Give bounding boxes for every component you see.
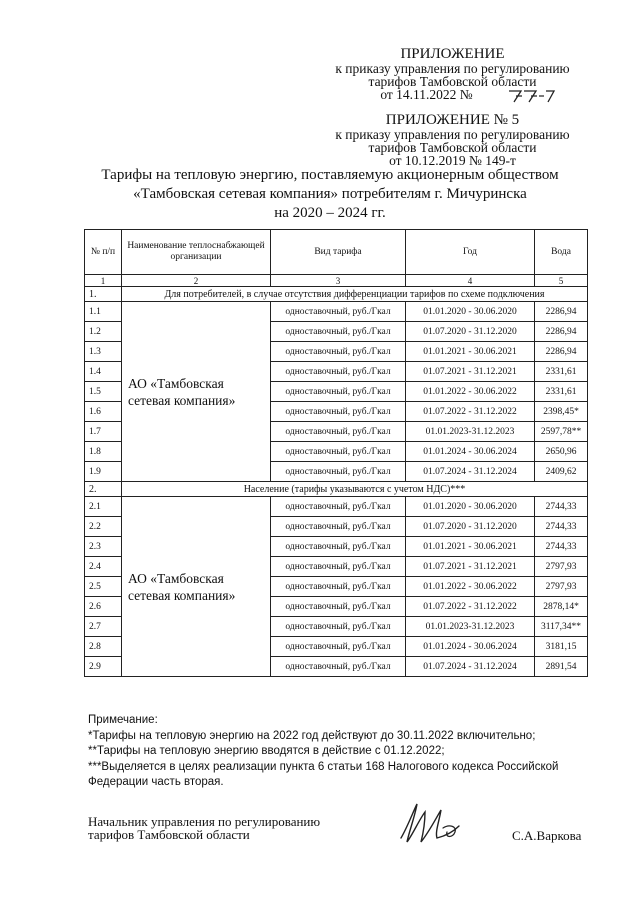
- water-tariff-value: 3117,34**: [535, 617, 588, 637]
- row-number: 1.7: [85, 422, 122, 442]
- note-item: Федерации часть вторая.: [88, 776, 224, 788]
- period-cell: 01.07.2020 - 31.12.2020: [406, 322, 535, 342]
- appendix-line: тарифов Тамбовской области: [368, 74, 537, 89]
- signatory-name: С.А.Варкова: [512, 828, 582, 843]
- document-title-line: «Тамбовская сетевая компания» потребителям г. Мичуринска: [133, 186, 527, 202]
- water-tariff-value: 2797,93: [535, 557, 588, 577]
- section-number: 2.: [85, 482, 122, 497]
- water-tariff-value: 2286,94: [535, 322, 588, 342]
- header-cell-organization: Наименование теплоснабжающей организации: [122, 230, 271, 275]
- period-cell: 01.01.2023-31.12.2023: [406, 617, 535, 637]
- row-number: 2.5: [85, 577, 122, 597]
- row-number: 2.6: [85, 597, 122, 617]
- signatory-position-line: Начальник управления по регулированию: [88, 814, 321, 829]
- period-cell: 01.01.2024 - 30.06.2024: [406, 637, 535, 657]
- water-tariff-value: 2744,33: [535, 497, 588, 517]
- row-number: 2.9: [85, 657, 122, 677]
- appendix-order-date: [300, 88, 605, 101]
- appendix-line: к приказу управления по регулированию: [335, 127, 570, 142]
- tariff-type-cell: одноставочный, руб./Гкал: [271, 362, 406, 382]
- column-number: 5: [535, 275, 588, 287]
- header-cell-number: № п/п: [85, 230, 122, 275]
- row-number: 1.4: [85, 362, 122, 382]
- period-cell: 01.07.2022 - 31.12.2022: [406, 597, 535, 617]
- appendix-header-current: [300, 47, 605, 101]
- period-cell: 01.07.2024 - 31.12.2024: [406, 462, 535, 482]
- section-row: [85, 482, 588, 497]
- column-number: 4: [406, 275, 535, 287]
- document-title-line: на 2020 – 2024 гг.: [274, 205, 386, 221]
- water-tariff-value: 2398,45*: [535, 402, 588, 422]
- tariff-type-cell: одноставочный, руб./Гкал: [271, 442, 406, 462]
- tariff-type-cell: одноставочный, руб./Гкал: [271, 537, 406, 557]
- table-header-row: [85, 230, 588, 275]
- column-number-row: [85, 275, 588, 287]
- period-cell: 01.01.2020 - 30.06.2020: [406, 497, 535, 517]
- appendix-line: к приказу управления по регулированию: [335, 61, 570, 76]
- row-number: 1.8: [85, 442, 122, 462]
- document-title-line: Тарифы на тепловую энергию, поставляемую акционерным обществом: [101, 167, 559, 183]
- period-cell: 01.01.2020 - 30.06.2020: [406, 302, 535, 322]
- period-cell: 01.01.2024 - 30.06.2024: [406, 442, 535, 462]
- appendix-header-original: [300, 113, 605, 167]
- column-number: 3: [271, 275, 406, 287]
- water-tariff-value: 2744,33: [535, 517, 588, 537]
- row-number: 1.9: [85, 462, 122, 482]
- row-number: 1.3: [85, 342, 122, 362]
- tariff-type-cell: одноставочный, руб./Гкал: [271, 462, 406, 482]
- tariff-type-cell: одноставочный, руб./Гкал: [271, 577, 406, 597]
- row-number: 1.6: [85, 402, 122, 422]
- table-row: [85, 497, 588, 517]
- period-cell: 01.07.2021 - 31.12.2021: [406, 557, 535, 577]
- tariff-type-cell: одноставочный, руб./Гкал: [271, 402, 406, 422]
- note-item: *Тарифы на тепловую энергию на 2022 год действуют до 30.11.2022 включительно;: [88, 729, 536, 742]
- tariff-type-cell: одноставочный, руб./Гкал: [271, 302, 406, 322]
- section-row: [85, 287, 588, 302]
- tariff-type-cell: одноставочный, руб./Гкал: [271, 657, 406, 677]
- row-number: 2.1: [85, 497, 122, 517]
- tariff-type-cell: одноставочный, руб./Гкал: [271, 342, 406, 362]
- tariff-type-cell: одноставочный, руб./Гкал: [271, 497, 406, 517]
- period-cell: 01.01.2021 - 30.06.2021: [406, 537, 535, 557]
- notes-block: [88, 713, 588, 791]
- period-cell: 01.07.2024 - 31.12.2024: [406, 657, 535, 677]
- signatory-position-line: тарифов Тамбовской области: [88, 827, 250, 842]
- row-number: 2.3: [85, 537, 122, 557]
- water-tariff-value: 2891,54: [535, 657, 588, 677]
- water-tariff-value: 2597,78**: [535, 422, 588, 442]
- order-date-text: от 14.11.2022 №: [380, 87, 473, 102]
- tariff-type-cell: одноставочный, руб./Гкал: [271, 637, 406, 657]
- tariff-table: [84, 229, 588, 677]
- tariff-type-cell: одноставочный, руб./Гкал: [271, 517, 406, 537]
- period-cell: 01.07.2021 - 31.12.2021: [406, 362, 535, 382]
- note-item: **Тарифы на тепловую энергию вводятся в действие с 01.12.2022;: [88, 745, 445, 757]
- organization-name: АО «Тамбовская сетевая компания»: [122, 497, 271, 677]
- period-cell: 01.01.2021 - 30.06.2021: [406, 342, 535, 362]
- water-tariff-value: 2409,62: [535, 462, 588, 482]
- row-number: 2.2: [85, 517, 122, 537]
- tariff-type-cell: одноставочный, руб./Гкал: [271, 557, 406, 577]
- organization-name: АО «Тамбовская сетевая компания»: [122, 302, 271, 482]
- period-cell: 01.07.2022 - 31.12.2022: [406, 402, 535, 422]
- section-number: 1.: [85, 287, 122, 302]
- appendix-line: тарифов Тамбовской области: [368, 140, 537, 155]
- tariff-type-cell: одноставочный, руб./Гкал: [271, 422, 406, 442]
- column-number: 1: [85, 275, 122, 287]
- tariff-type-cell: одноставочный, руб./Гкал: [271, 597, 406, 617]
- period-cell: 01.01.2023-31.12.2023: [406, 422, 535, 442]
- header-cell-tariff-type: Вид тарифа: [271, 230, 406, 275]
- row-number: 1.5: [85, 382, 122, 402]
- row-number: 1.1: [85, 302, 122, 322]
- row-number: 2.7: [85, 617, 122, 637]
- water-tariff-value: 2797,93: [535, 577, 588, 597]
- appendix-title: ПРИЛОЖЕНИЕ: [400, 46, 505, 62]
- table-row: [85, 302, 588, 322]
- header-cell-year: Год: [406, 230, 535, 275]
- water-tariff-value: 2286,94: [535, 302, 588, 322]
- row-number: 1.2: [85, 322, 122, 342]
- tariff-type-cell: одноставочный, руб./Гкал: [271, 382, 406, 402]
- signatory-position: [88, 815, 320, 841]
- tariff-type-cell: одноставочный, руб./Гкал: [271, 322, 406, 342]
- water-tariff-value: 2744,33: [535, 537, 588, 557]
- water-tariff-value: 2878,14*: [535, 597, 588, 617]
- notes-heading: Примечание:: [88, 714, 158, 726]
- section-name: Население (тарифы указываются с учетом НДС)***: [122, 482, 588, 497]
- appendix-order-date: от 10.12.2019 № 149-т: [389, 153, 516, 168]
- water-tariff-value: 2286,94: [535, 342, 588, 362]
- tariff-type-cell: одноставочный, руб./Гкал: [271, 617, 406, 637]
- water-tariff-value: 2331,61: [535, 382, 588, 402]
- column-number: 2: [122, 275, 271, 287]
- section-name: Для потребителей, в случае отсутствия дифференциации тарифов по схеме подключения: [122, 287, 588, 302]
- row-number: 2.4: [85, 557, 122, 577]
- period-cell: 01.01.2022 - 30.06.2022: [406, 382, 535, 402]
- period-cell: 01.01.2022 - 30.06.2022: [406, 577, 535, 597]
- handwritten-signature: [395, 798, 475, 848]
- water-tariff-value: 2650,96: [535, 442, 588, 462]
- document-title: [100, 166, 560, 223]
- handwritten-order-number: [506, 87, 556, 103]
- period-cell: 01.07.2020 - 31.12.2020: [406, 517, 535, 537]
- row-number: 2.8: [85, 637, 122, 657]
- appendix-title: ПРИЛОЖЕНИЕ № 5: [385, 112, 520, 128]
- water-tariff-value: 2331,61: [535, 362, 588, 382]
- water-tariff-value: 3181,15: [535, 637, 588, 657]
- note-item: ***Выделяется в целях реализации пункта 6 статьи 168 Налогового кодекса Российской: [88, 760, 559, 773]
- header-cell-water: Вода: [535, 230, 588, 275]
